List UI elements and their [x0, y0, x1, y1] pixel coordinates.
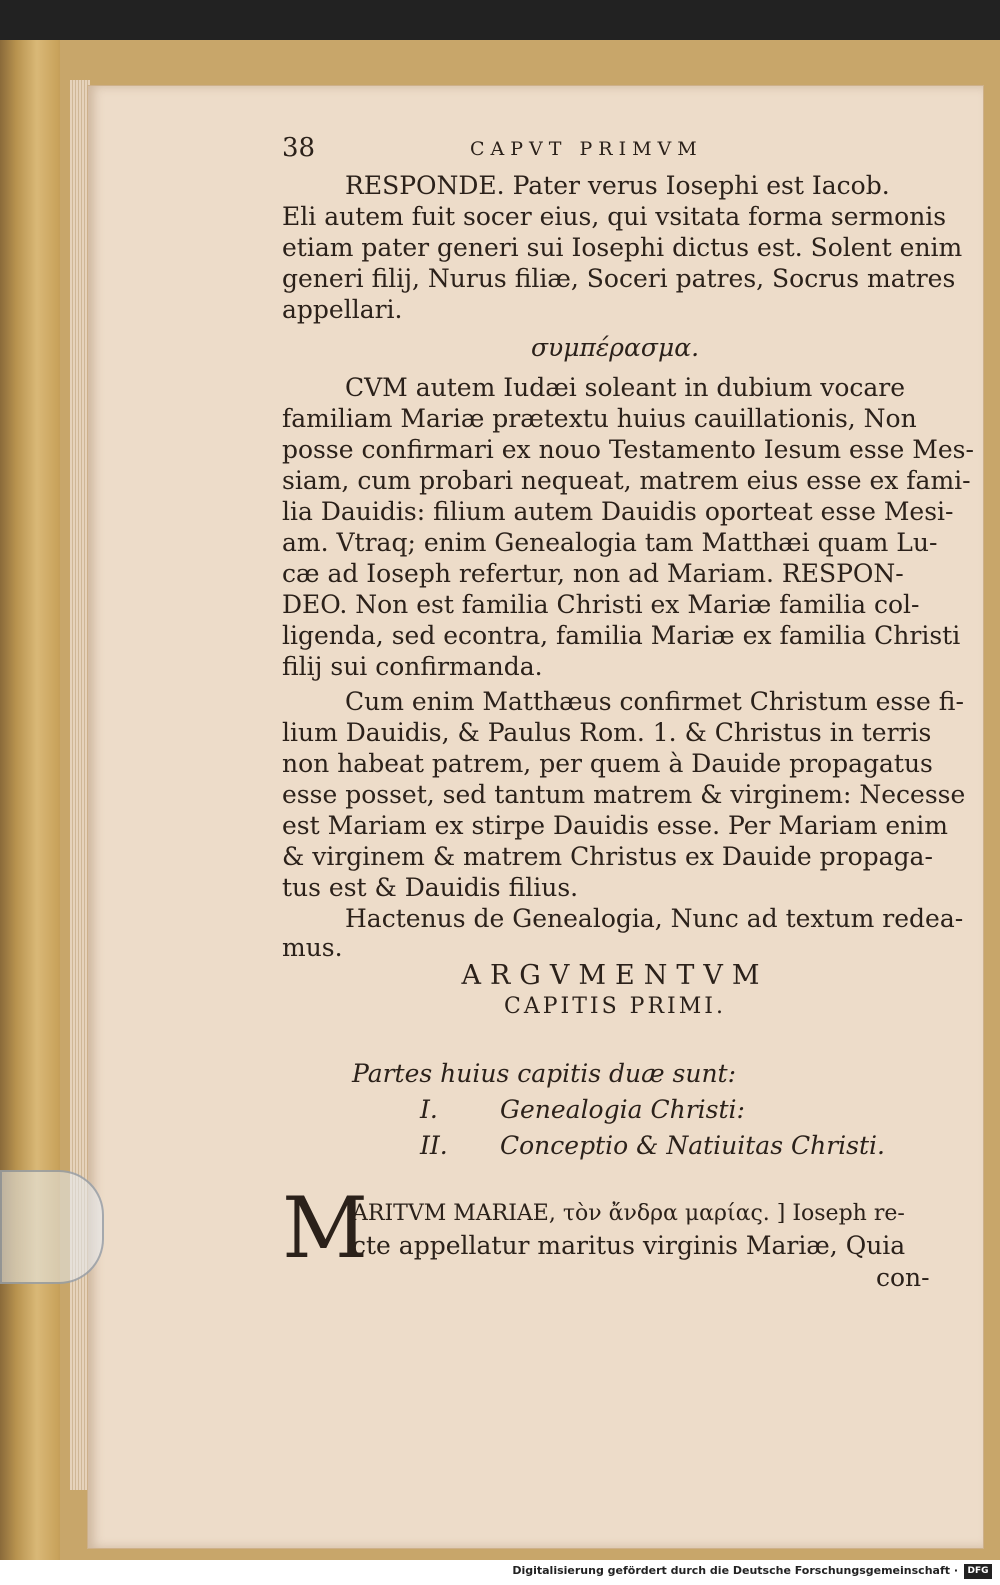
part-text: Conceptio & Natiuitas Christi. — [500, 1131, 885, 1160]
text-line: est Mariam ex stirpe Dauidis esse. Per Mariam enim — [282, 811, 948, 840]
text-line: Eli autem fuit socer eius, qui vsitata forma sermonis — [282, 202, 947, 231]
text-line: non habeat patrem, per quem à Dauide propagatus — [282, 749, 933, 778]
text-line: RESPONDE. Pater verus Iosephi est Iacob. — [345, 171, 890, 200]
text-line: siam, cum probari nequeat, matrem eius esse ex fami- — [282, 466, 971, 495]
parts-intro: Partes huius capitis duæ sunt: — [352, 1059, 737, 1088]
catchword: con- — [876, 1263, 930, 1292]
text-line: am. Vtraq; enim Genealogia tam Matthæi quam Lu- — [282, 528, 938, 557]
part-number: I. — [420, 1095, 438, 1124]
text-line: mus. — [282, 933, 343, 962]
text-line: Cum enim Matthæus confirmet Christum esse fi- — [345, 687, 964, 716]
footer-bar — [0, 1560, 1000, 1585]
text-line: DEO. Non est familia Christi ex Mariæ familia col- — [282, 590, 920, 619]
text-line: lium Dauidis, & Paulus Rom. 1. & Christus in terris — [282, 718, 932, 747]
part-number: II. — [420, 1131, 448, 1160]
text-line: cæ ad Ioseph refertur, non ad Mariam. RESPON- — [282, 559, 904, 588]
drop-cap: M — [282, 1179, 369, 1277]
page-clip — [0, 1170, 104, 1284]
text-line: & virginem & matrem Christus ex Dauide propaga- — [282, 842, 933, 871]
text-line: posse confirmari ex nouo Testamento Iesum esse Mes- — [282, 435, 974, 464]
footer-credit: Digitalisierung gefördert durch die Deutsche Forschungsgemeinschaft · — [512, 1564, 958, 1577]
dfg-logo: DFG — [964, 1564, 992, 1579]
text-line: lia Dauidis: filium autem Dauidis oporteat esse Mesi- — [282, 497, 954, 526]
text-line: generi filij, Nurus filiæ, Soceri patres, Socrus matres — [282, 264, 956, 293]
text-line: Hactenus de Genealogia, Nunc ad textum redea- — [345, 904, 964, 933]
text-line: etiam pater generi sui Iosephi dictus est. Solent enim — [282, 233, 963, 262]
text-line: ligenda, sed econtra, familia Mariæ ex familia Christi — [282, 621, 961, 650]
argument-subtitle: CAPITIS PRIMI. — [504, 994, 726, 1019]
text-line: filij sui confirmanda. — [282, 652, 543, 681]
greek-heading: συμπέρασμα. — [530, 333, 700, 362]
page-number: 38 — [282, 133, 316, 163]
part-text: Genealogia Christi: — [500, 1095, 745, 1124]
text-line: esse posset, sed tantum matrem & virginem: Necesse — [282, 780, 966, 809]
text-line: tus est & Dauidis filius. — [282, 873, 579, 902]
text-line: cte appellatur maritus virginis Mariæ, Quia — [352, 1231, 906, 1260]
text-line: ARITVM MARIAE, τὸν ἄνδρα μαρίας. ] Ioseph re- — [352, 1201, 905, 1226]
text-line: CVM autem Iudæi soleant in dubium vocare — [345, 373, 906, 402]
text-line: familiam Mariæ prætextu huius cauillationis, Non — [282, 404, 917, 433]
argument-title: ARGVMENTVM — [461, 960, 769, 991]
running-head: CAPVT PRIMVM — [470, 138, 703, 160]
text-line: appellari. — [282, 295, 403, 324]
